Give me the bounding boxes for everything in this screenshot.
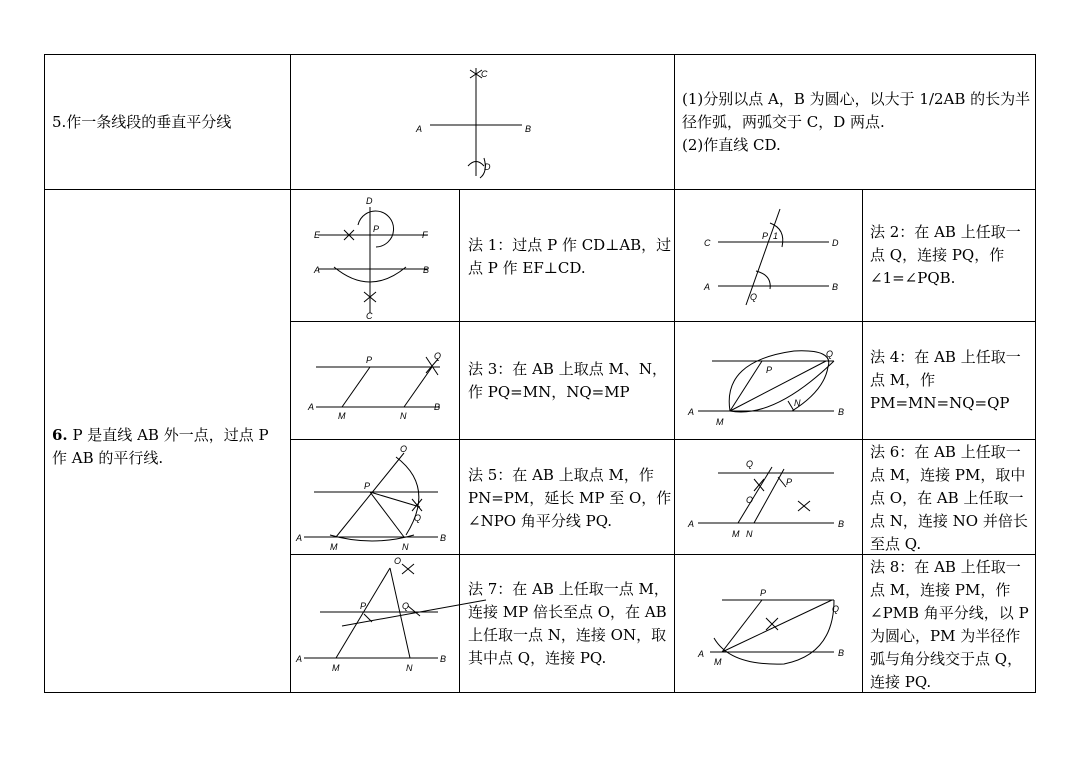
m5-label-m: M xyxy=(330,542,338,552)
method-5-text: 法 5：在 AB 上取点 M，作 PN=PM，延长 MP 至 O，作∠NPO 角平分线 PQ. xyxy=(468,466,672,530)
m8-label-p: P xyxy=(760,588,767,598)
m6-label-q: Q xyxy=(746,459,754,469)
m1-label-b: B xyxy=(423,265,430,275)
m4-label-p: P xyxy=(766,365,773,375)
m1-label-e: E xyxy=(314,230,321,240)
method-3-text: 法 3：在 AB 上取点 M、N，作 PQ=MN，NQ=MP xyxy=(468,360,667,401)
m7-label-p: P xyxy=(360,601,367,611)
m8-label-q: Q xyxy=(832,604,840,614)
method-8-text: 法 8：在 AB 上任取一点 M，连接 PM，作∠PMB 角平分线，以 P 为圆心，PM 为半径作弧与角分线交于点 Q，连接 PQ. xyxy=(870,558,1029,691)
method-7-figure xyxy=(290,554,459,692)
m6-label-p: P xyxy=(786,477,793,487)
label-c: C xyxy=(481,69,488,79)
method-1-figure xyxy=(290,189,459,321)
method-7-text: 法 7：在 AB 上任取一点 M，连接 MP 倍长至点 O，在 AB 上任取一点 N，连接 ON，取其中点 Q，连接 PQ. xyxy=(468,580,669,667)
m4-label-n: N xyxy=(794,398,801,408)
m5-label-n: N xyxy=(402,542,409,552)
m7-label-a: A xyxy=(296,654,303,664)
label-b: B xyxy=(525,124,532,134)
row6-title-number: 6. xyxy=(52,426,68,444)
method-8-figure xyxy=(674,554,862,692)
m1-label-p: P xyxy=(373,224,380,234)
m5-label-p: P xyxy=(364,481,371,491)
m2-label-b: B xyxy=(832,282,839,292)
m6-label-a: A xyxy=(688,519,695,529)
method-2-text: 法 2：在 AB 上任取一点 Q，连接 PQ，作∠1=∠PQB. xyxy=(870,223,1021,287)
m2-label-p: P xyxy=(762,231,769,241)
method-4-text: 法 4：在 AB 上任取一点 M，作 PM=MN=NQ=QP xyxy=(870,348,1021,412)
method-4-figure xyxy=(674,321,862,439)
m4-label-m: M xyxy=(716,417,724,427)
method-6-figure xyxy=(674,439,862,554)
row6-title-text: P 是直线 AB 外一点，过点 P 作 AB 的平行线. xyxy=(52,426,269,467)
m1-label-a: A xyxy=(314,265,321,275)
row5-title: 5.作一条线段的垂直平分线 xyxy=(52,113,232,131)
m5-label-b: B xyxy=(440,533,447,543)
m6-label-m: M xyxy=(732,529,740,539)
m1-label-f: F xyxy=(422,230,428,240)
m2-label-d: D xyxy=(832,238,839,248)
m4-label-q: Q xyxy=(826,349,834,359)
row5-title-cell xyxy=(44,54,290,189)
label-d: D xyxy=(484,162,491,172)
m5-label-a: A xyxy=(296,533,303,543)
m1-label-d: D xyxy=(366,196,373,206)
row5-steps: (1)分别以点 A，B 为圆心，以大于 1/2AB 的长为半径作弧，两弧交于 C，D 两点. (2)作直线 CD. xyxy=(682,90,1031,154)
m8-label-a: A xyxy=(698,649,705,659)
method-5-figure xyxy=(290,439,459,554)
m2-label-q: Q xyxy=(750,292,758,302)
m8-label-b: B xyxy=(838,648,845,658)
m3-label-b: B xyxy=(434,402,441,412)
m5-label-q: Q xyxy=(414,513,422,523)
m8-label-m: M xyxy=(714,657,722,667)
m4-label-b: B xyxy=(838,407,845,417)
m6-label-n: N xyxy=(746,529,753,539)
method-2-figure xyxy=(674,189,862,321)
row6-title-cell xyxy=(44,189,290,693)
m3-label-m: M xyxy=(338,411,346,421)
m6-label-b: B xyxy=(838,519,845,529)
label-a: A xyxy=(416,124,423,134)
m6-label-o: O xyxy=(746,495,754,505)
row5-figure xyxy=(290,54,674,189)
m2-label-a: A xyxy=(704,282,711,292)
construction-table xyxy=(44,54,1036,693)
m7-label-q: Q xyxy=(402,601,410,611)
m5-label-o: O xyxy=(400,444,408,454)
m7-label-n: N xyxy=(406,663,413,673)
m1-label-c: C xyxy=(366,311,373,321)
row6-title xyxy=(52,401,288,470)
method-6-text: 法 6：在 AB 上任取一点 M，连接 PM，取中点 O，在 AB 上任取一点 N，连接 NO 并倍长至点 Q. xyxy=(870,443,1028,553)
row5-steps-cell xyxy=(674,54,1036,189)
m4-label-a: A xyxy=(688,407,695,417)
m2-label-c: C xyxy=(704,238,711,248)
m3-label-p: P xyxy=(366,355,373,365)
method-1-text: 法 1：过点 P 作 CD⊥AB，过点 P 作 EF⊥CD. xyxy=(468,236,672,277)
m7-label-m: M xyxy=(332,663,340,673)
m3-label-a: A xyxy=(308,402,315,412)
m7-label-b: B xyxy=(440,654,447,664)
m3-label-n: N xyxy=(400,411,407,421)
m2-label-1: 1 xyxy=(773,231,779,241)
m3-label-q: Q xyxy=(434,351,442,361)
method-3-figure xyxy=(290,321,459,439)
m7-label-o: O xyxy=(394,556,402,566)
